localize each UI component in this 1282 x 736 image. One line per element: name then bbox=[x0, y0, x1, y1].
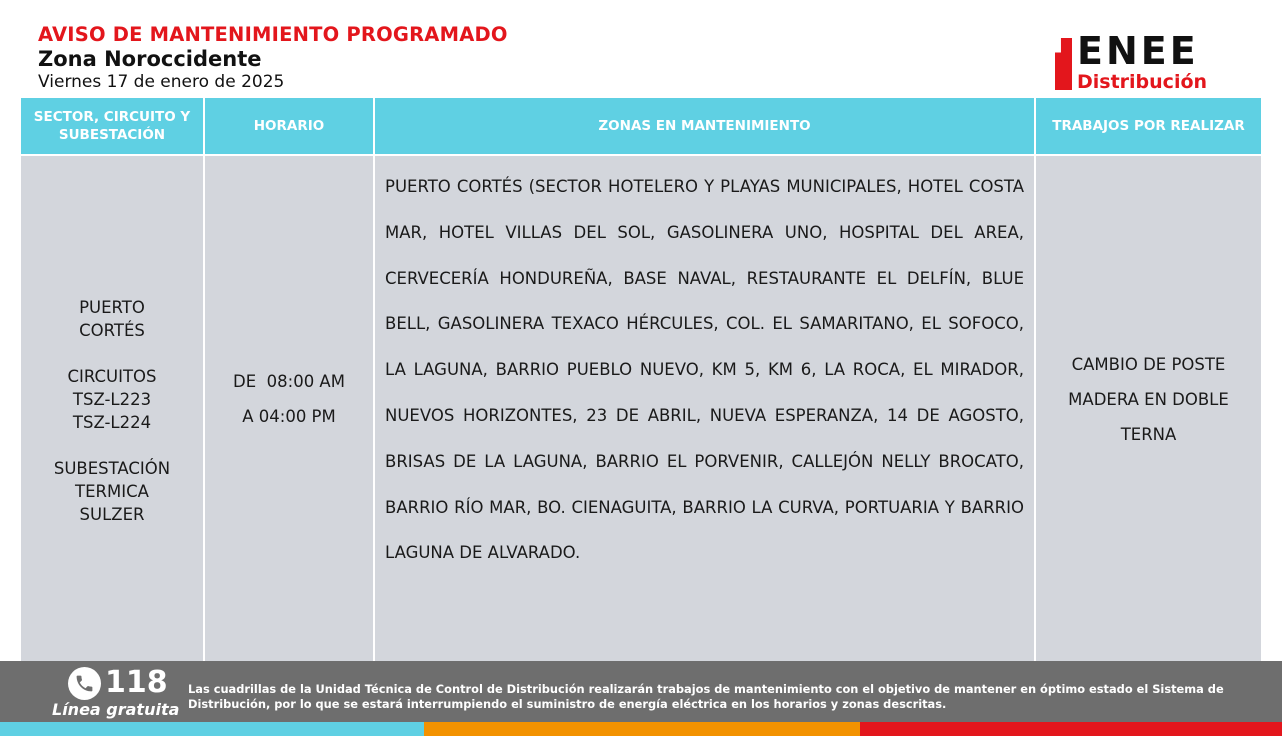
circuit-2: TSZ-L224 bbox=[72, 413, 152, 432]
header-hours: HORARIO bbox=[204, 98, 374, 154]
hotline-label: Línea gratuita bbox=[52, 700, 180, 719]
substation-line1: SUBESTACIÓN bbox=[53, 459, 171, 478]
hotline bbox=[48, 665, 178, 721]
footer-bar bbox=[0, 661, 1282, 722]
logo-mark-icon bbox=[1055, 38, 1072, 90]
phone-icon bbox=[68, 667, 101, 700]
hours-from: DE 08:00 AM bbox=[233, 372, 345, 391]
header-sector: SECTOR, CIRCUITO Y SUBESTACIÓN bbox=[21, 98, 204, 154]
stripe-red bbox=[860, 722, 1282, 736]
works-line3: TERNA bbox=[1120, 424, 1177, 444]
notice-header bbox=[38, 24, 838, 92]
sector-place-line1: PUERTO bbox=[79, 298, 145, 317]
enee-logo bbox=[1055, 29, 1235, 94]
works-cell bbox=[1035, 156, 1261, 666]
stripe-orange bbox=[424, 722, 860, 736]
logo-brand: ENEE bbox=[1077, 29, 1199, 73]
works-line1: CAMBIO DE POSTE bbox=[1071, 354, 1226, 374]
circuits-label: CIRCUITOS bbox=[67, 367, 157, 386]
stripe-cyan bbox=[0, 722, 424, 736]
hours-to: A 04:00 PM bbox=[242, 407, 336, 426]
header-zones: ZONAS EN MANTENIMIENTO bbox=[374, 98, 1035, 154]
table-row bbox=[21, 156, 1261, 666]
zones-cell: PUERTO CORTÉS (SECTOR HOTELERO Y PLAYAS MUNICIPALES, HOTEL COSTA MAR, HOTEL VILLAS DEL SOL, GASOLINERA UNO, HOSPITAL DEL AREA, CERVECERÍA HONDUREÑA, BASE NAVAL, RESTAURANTE EL DELFÍN, BLUE BELL, GASOLINERA TEXACO HÉRCULES, COL. EL SAMARITANO, EL SOFOCO, LA LAGUNA, BARRIO PUEBLO NUEVO, KM 5, KM 6, LA ROCA, EL MIRADOR, NUEVOS HORIZONTES, 23 DE ABRIL, NUEVA ESPERANZA, 14 DE AGOSTO, BRISAS DE LA LAGUNA, BARRIO EL PORVENIR, CALLEJÓN NELLY BROCATO, BARRIO RÍO MAR, BO. CIENAGUITA, BARRIO LA CURVA, PORTUARIA Y BARRIO LAGUNA DE ALVARADO. bbox=[374, 156, 1035, 666]
header-works: TRABAJOS POR REALIZAR bbox=[1035, 98, 1261, 154]
substation-line3: SULZER bbox=[79, 505, 145, 524]
works-line2: MADERA EN DOBLE bbox=[1068, 389, 1229, 409]
substation-line2: TERMICA bbox=[75, 482, 149, 501]
sector-cell bbox=[21, 156, 204, 666]
sector-place-line2: CORTÉS bbox=[79, 321, 145, 340]
table-header-row bbox=[21, 98, 1261, 154]
logo-subtitle: Distribución bbox=[1077, 71, 1208, 93]
hours-cell bbox=[204, 156, 374, 666]
hotline-number: 118 bbox=[105, 665, 168, 700]
notice-date: Viernes 17 de enero de 2025 bbox=[38, 72, 285, 92]
zone-title: Zona Noroccidente bbox=[38, 47, 262, 71]
maintenance-table bbox=[21, 98, 1261, 666]
phone-glyph-icon bbox=[74, 673, 95, 694]
circuit-1: TSZ-L223 bbox=[72, 390, 152, 409]
notice-title: AVISO DE MANTENIMIENTO PROGRAMADO bbox=[38, 23, 508, 46]
footer-disclaimer: Las cuadrillas de la Unidad Técnica de Control de Distribución realizarán trabajos de mantenimiento con el objetivo de mantener en óptimo estado el Sistema de Distribución, por lo que se estará interrumpiendo el suministro de energía eléctrica en los horarios y zonas descritas. bbox=[188, 682, 1224, 711]
